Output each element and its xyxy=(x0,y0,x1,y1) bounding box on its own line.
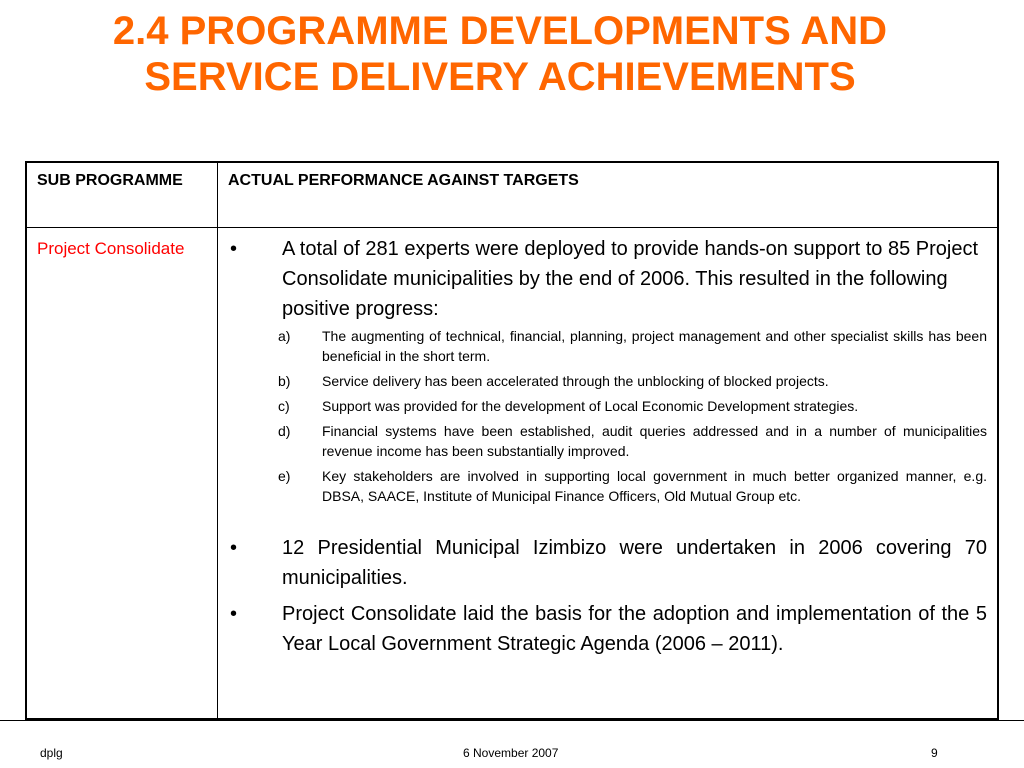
sub-programme-cell xyxy=(26,228,218,720)
bullet-mark: • xyxy=(230,238,238,260)
slide-title xyxy=(0,8,1000,100)
performance-content xyxy=(218,228,997,659)
bullet-mark: • xyxy=(230,537,238,559)
header-actual-performance-label: ACTUAL PERFORMANCE AGAINST TARGETS xyxy=(228,172,579,189)
bullet-text: 12 Presidential Municipal Izimbizo were undertaken in 2006 covering 70 municipalities. xyxy=(282,537,987,589)
sub-programme-name: Project Consolidate xyxy=(37,239,185,258)
slide-title-line-1: 2.4 PROGRAMME DEVELOPMENTS AND xyxy=(112,9,888,53)
bullet-item xyxy=(228,533,987,593)
bullet-item xyxy=(228,234,987,324)
sub-list-item xyxy=(228,326,987,366)
sub-list-marker: d) xyxy=(278,423,291,439)
footer-page-number: 9 xyxy=(931,746,938,760)
sub-list-text: Service delivery has been accelerated through the unblocking of blocked projects. xyxy=(322,373,829,389)
sub-list-marker: e) xyxy=(278,468,291,484)
sub-list-item xyxy=(228,466,987,506)
sub-list-text: Support was provided for the development of Local Economic Development strategies. xyxy=(322,398,859,414)
spacer xyxy=(228,511,987,533)
footer-divider xyxy=(0,720,1024,721)
bullet-text: Project Consolidate laid the basis for the adoption and implementation of the 5 Year Local Government Strategic Agenda (2006 – 2011). xyxy=(282,603,987,655)
slide-title-line-2: SERVICE DELIVERY ACHIEVEMENTS xyxy=(144,55,856,99)
table-row xyxy=(26,228,998,720)
sub-list-text: Financial systems have been established, audit queries addressed and in a number of municipalities revenue income has been substantially improved. xyxy=(322,423,987,459)
header-cell-actual-performance xyxy=(218,162,999,228)
sub-list-text: The augmenting of technical, financial, planning, project management and other specialist skills has been beneficial in the short term. xyxy=(322,328,987,364)
performance-table xyxy=(25,161,999,720)
sub-list-marker: b) xyxy=(278,373,291,389)
sub-list-marker: a) xyxy=(278,328,291,344)
header-cell-sub-programme xyxy=(26,162,218,228)
performance-cell xyxy=(218,228,999,720)
footer-date: 6 November 2007 xyxy=(463,746,559,760)
bullet-item xyxy=(228,599,987,659)
sub-list-item xyxy=(228,396,987,416)
table-header-row xyxy=(26,162,998,228)
sub-list-marker: c) xyxy=(278,398,290,414)
footer-organisation: dplg xyxy=(40,746,63,760)
sub-list-item xyxy=(228,371,987,391)
bullet-text: A total of 281 experts were deployed to provide hands-on support to 85 Project Consolidate municipalities by the end of 2006. This resulted in the following positive progress: xyxy=(282,238,978,320)
sub-list-text: Key stakeholders are involved in supporting local government in much better organized manner, e.g. DBSA, SAACE, Institute of Municipal Finance Officers, Old Mutual Group etc. xyxy=(322,468,987,504)
sub-list-item xyxy=(228,421,987,461)
sub-list xyxy=(228,326,987,506)
bullet-mark: • xyxy=(230,603,238,625)
header-sub-programme-label: SUB PROGRAMME xyxy=(37,172,183,189)
